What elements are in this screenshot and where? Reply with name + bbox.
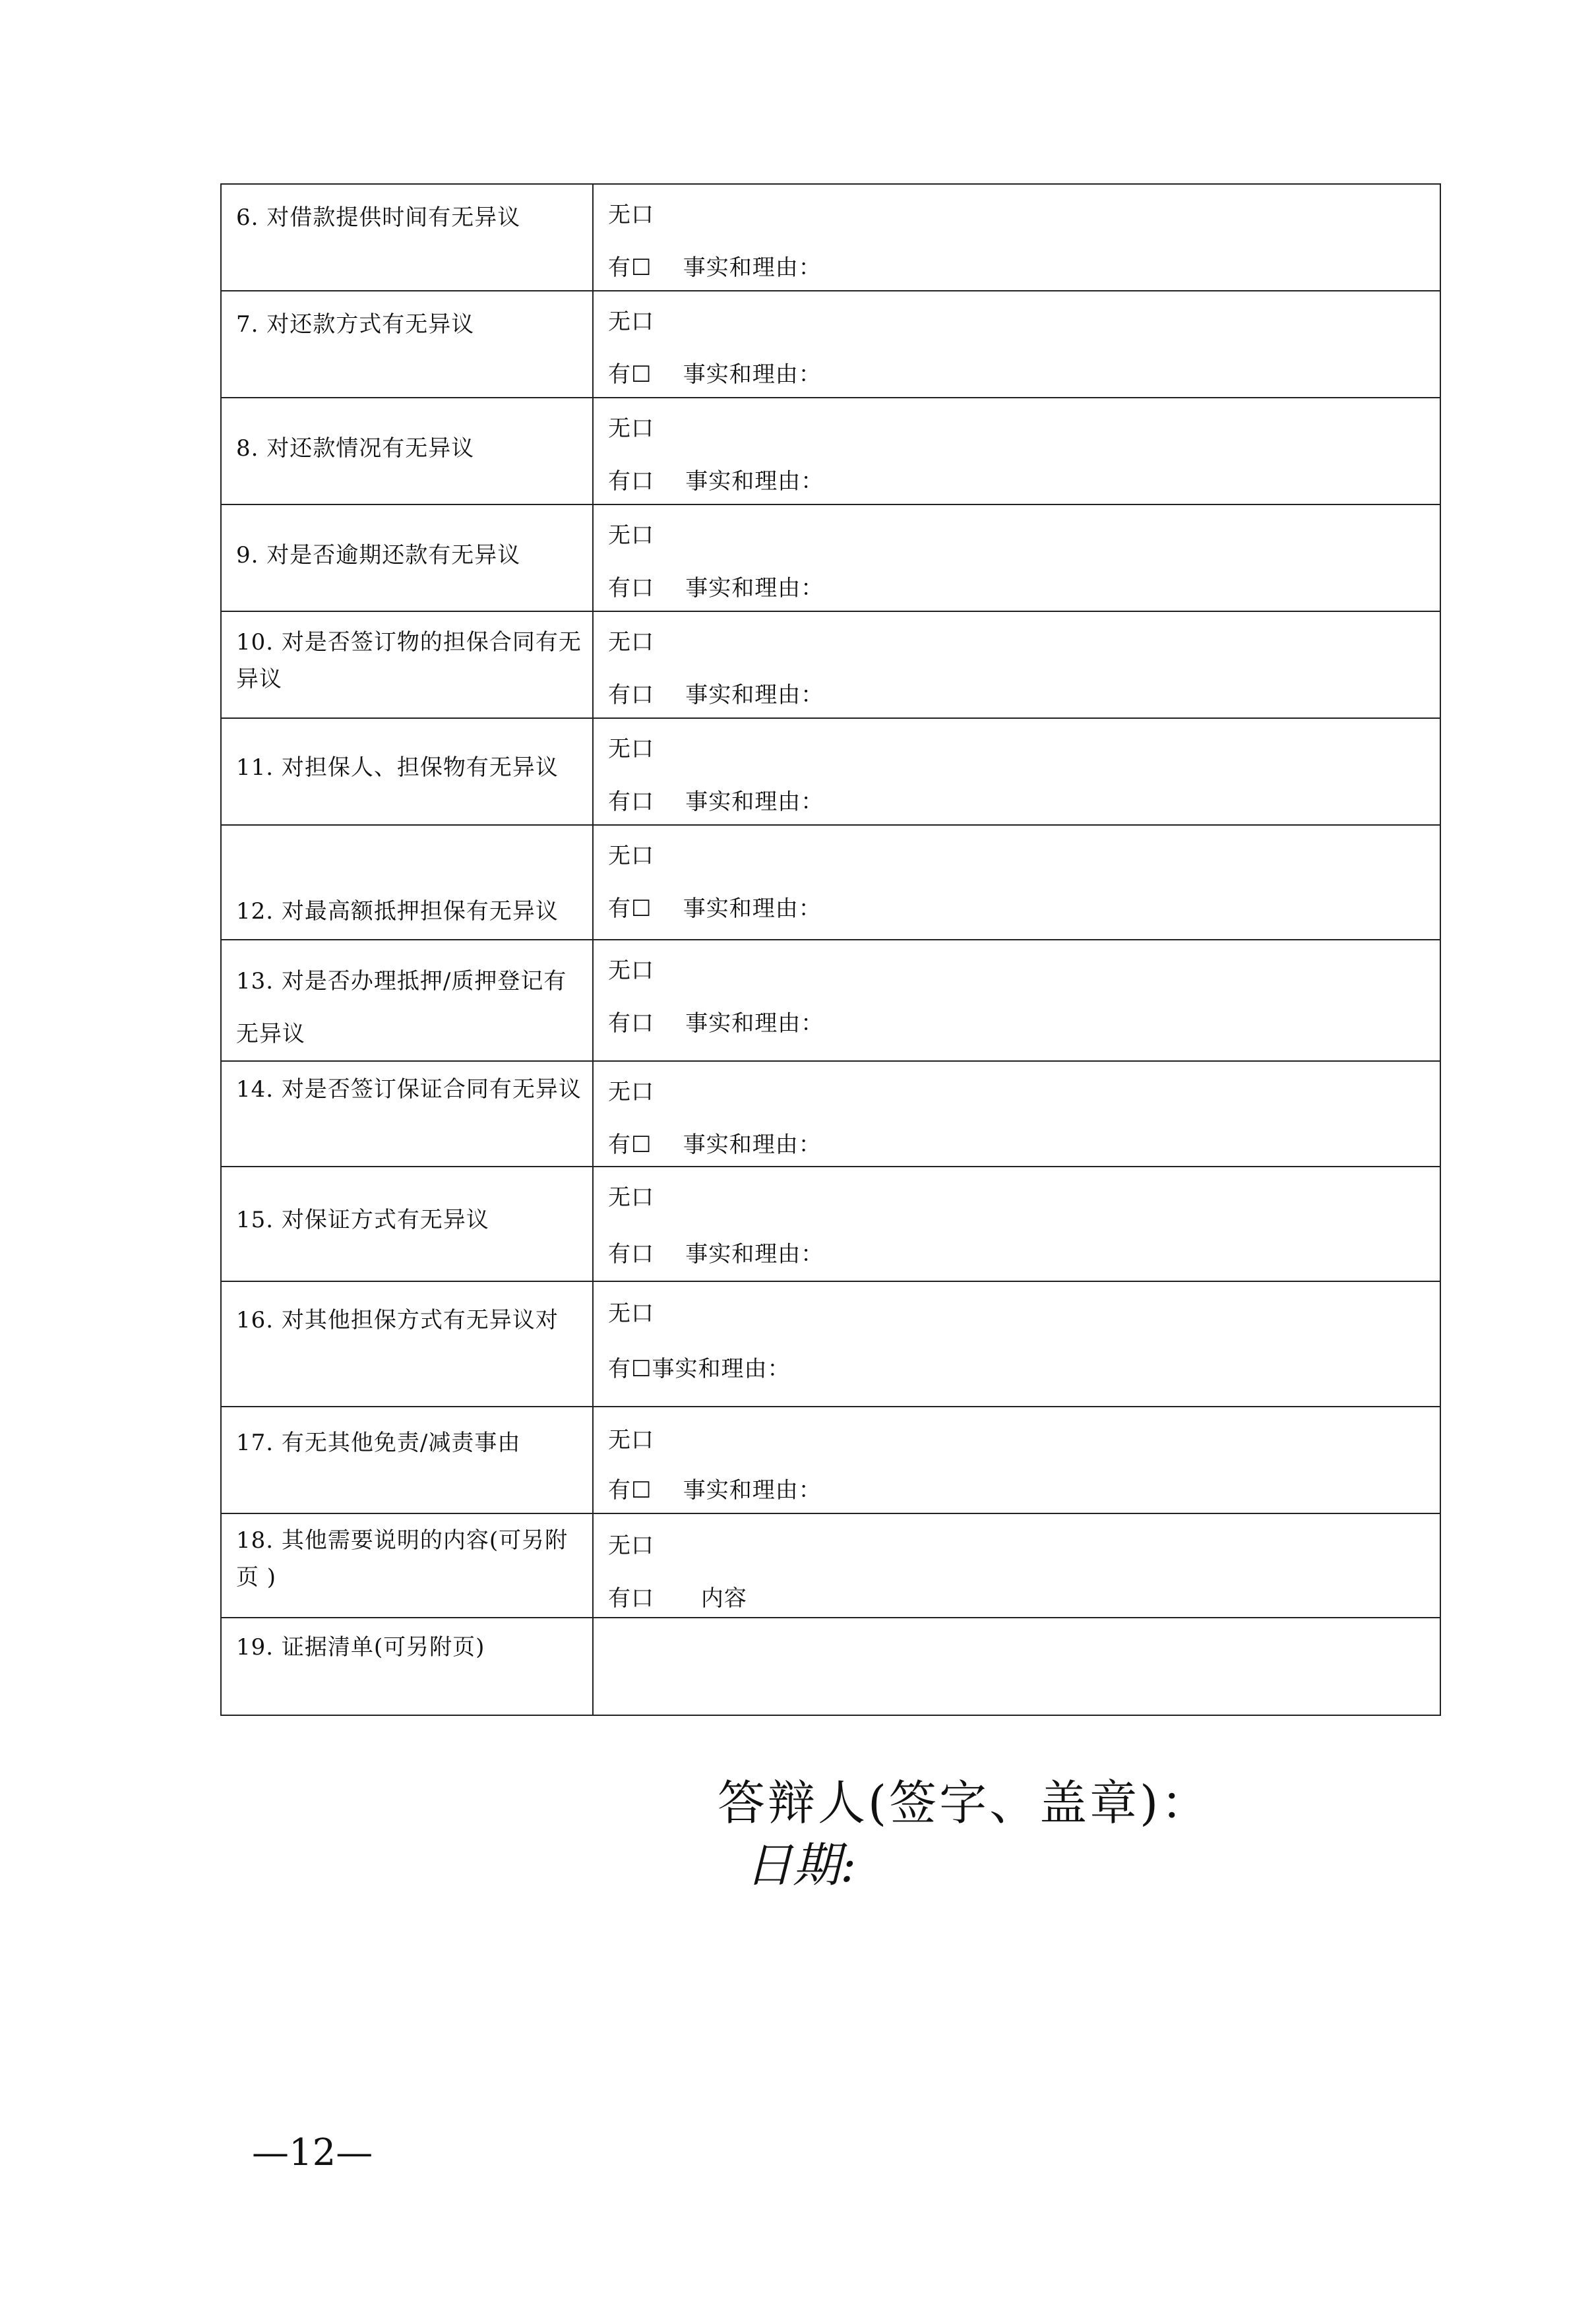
table-row	[221, 504, 1440, 611]
question-text: 14. 对是否签订保证合同有无异议	[236, 1076, 582, 1103]
table-row	[221, 1061, 1440, 1167]
answer-cell[interactable]	[593, 940, 1440, 1061]
question-cell	[221, 398, 593, 504]
no-option[interactable]: 无口	[608, 629, 654, 655]
reason-label: 事实和理由：	[685, 575, 824, 601]
yes-option[interactable]: 有口	[608, 682, 654, 708]
no-option[interactable]: 无口	[608, 1300, 654, 1327]
question-text: 6. 对借款提供时间有无异议	[236, 204, 521, 231]
question-cell	[221, 504, 593, 611]
answer-cell[interactable]	[593, 1513, 1440, 1618]
reason-label: 事实和理由：	[685, 468, 824, 495]
question-cell	[221, 718, 593, 825]
no-option[interactable]: 无口	[608, 843, 654, 869]
question-text: 17. 有无其他免责/减责事由	[236, 1430, 521, 1456]
yes-option[interactable]: 有☐	[608, 255, 652, 281]
question-text: 19. 证据清单(可另附页)	[236, 1634, 485, 1661]
answer-form-table	[220, 183, 1441, 1716]
table-row	[221, 291, 1440, 398]
answer-cell[interactable]	[593, 504, 1440, 611]
no-option[interactable]: 无口	[608, 415, 654, 442]
yes-option[interactable]: 有☐	[608, 1132, 652, 1158]
question-text: 7. 对还款方式有无异议	[236, 311, 475, 338]
reason-label: 事实和理由：	[683, 255, 822, 281]
question-cell	[221, 1513, 593, 1618]
question-text: 8. 对还款情况有无异议	[236, 435, 475, 462]
question-text: 16. 对其他担保方式有无异议对	[236, 1307, 559, 1333]
question-cell	[221, 184, 593, 291]
table-row	[221, 825, 1440, 940]
table-row	[221, 1618, 1440, 1715]
reason-label: 事实和理由：	[685, 1010, 824, 1037]
question-text: 11. 对担保人、担保物有无异议	[236, 754, 559, 781]
yes-option[interactable]: 有☐	[608, 896, 652, 922]
no-option[interactable]: 无口	[608, 736, 654, 762]
page-number: —12—	[252, 2131, 373, 2174]
no-option[interactable]: 无口	[608, 309, 654, 335]
reason-label: 事实和理由：	[685, 789, 824, 815]
yes-option[interactable]: 有口	[608, 575, 654, 601]
question-text: 15. 对保证方式有无异议	[236, 1207, 489, 1233]
question-text: 9. 对是否逾期还款有无异议	[236, 542, 521, 568]
reason-label: 事实和理由：	[683, 361, 822, 388]
table-row	[221, 1167, 1440, 1281]
question-cell	[221, 611, 593, 718]
question-text: 18. 其他需要说明的内容(可另附页 )	[236, 1527, 568, 1591]
question-text: 10. 对是否签订物的担保合同有无异议	[236, 629, 582, 692]
answer-cell[interactable]	[593, 1167, 1440, 1281]
yes-option[interactable]: 有口	[608, 1010, 654, 1037]
no-option[interactable]: 无口	[608, 522, 654, 549]
yes-option[interactable]: 有口	[608, 468, 654, 495]
answer-cell[interactable]	[593, 825, 1440, 940]
question-cell	[221, 1061, 593, 1167]
table-row	[221, 1407, 1440, 1513]
question-text: 12. 对最高额抵押担保有无异议	[236, 898, 559, 925]
yes-option[interactable]: 有☐	[608, 361, 652, 388]
no-option[interactable]: 无口	[608, 1184, 654, 1211]
table-row	[221, 611, 1440, 718]
answer-cell[interactable]	[593, 291, 1440, 398]
table-row	[221, 1513, 1440, 1618]
question-cell	[221, 1618, 593, 1715]
question-cell	[221, 825, 593, 940]
date-label: 日期:	[745, 1837, 857, 1893]
content-label: 内容	[700, 1585, 747, 1612]
reason-label: 事实和理由：	[685, 682, 824, 708]
respondent-signature-label: 答辩人(签字、盖章)：	[718, 1775, 1212, 1831]
answer-cell[interactable]	[593, 1407, 1440, 1513]
question-text: 13. 对是否办理抵押/质押登记有无异议	[236, 968, 567, 1047]
answer-cell[interactable]	[593, 1061, 1440, 1167]
question-cell	[221, 1281, 593, 1407]
question-cell	[221, 1407, 593, 1513]
answer-cell[interactable]	[593, 718, 1440, 825]
table-row	[221, 1281, 1440, 1407]
answer-cell[interactable]	[593, 611, 1440, 718]
no-option[interactable]: 无口	[608, 1533, 654, 1559]
answer-cell[interactable]	[593, 398, 1440, 504]
yes-option[interactable]: 有口	[608, 1241, 654, 1267]
no-option[interactable]: 无口	[608, 1079, 654, 1105]
no-option[interactable]: 无口	[608, 202, 654, 228]
reason-label: 事实和理由：	[683, 896, 822, 922]
yes-option[interactable]: 有☐	[608, 1356, 652, 1382]
table-row	[221, 398, 1440, 504]
yes-option[interactable]: 有☐	[608, 1477, 652, 1504]
question-cell	[221, 940, 593, 1061]
answer-cell[interactable]	[593, 1281, 1440, 1407]
yes-option[interactable]: 有口	[608, 1585, 654, 1612]
reason-label: 事实和理由：	[683, 1132, 822, 1158]
no-option[interactable]: 无口	[608, 1427, 654, 1453]
table-row	[221, 718, 1440, 825]
table-row	[221, 184, 1440, 291]
table-row	[221, 940, 1440, 1061]
no-option[interactable]: 无口	[608, 958, 654, 984]
question-cell	[221, 1167, 593, 1281]
reason-label: 事实和理由：	[652, 1356, 791, 1382]
answer-cell[interactable]	[593, 184, 1440, 291]
yes-option[interactable]: 有口	[608, 789, 654, 815]
evidence-cell[interactable]	[593, 1618, 1440, 1715]
question-cell	[221, 291, 593, 398]
reason-label: 事实和理由：	[685, 1241, 824, 1267]
reason-label: 事实和理由：	[683, 1477, 822, 1504]
